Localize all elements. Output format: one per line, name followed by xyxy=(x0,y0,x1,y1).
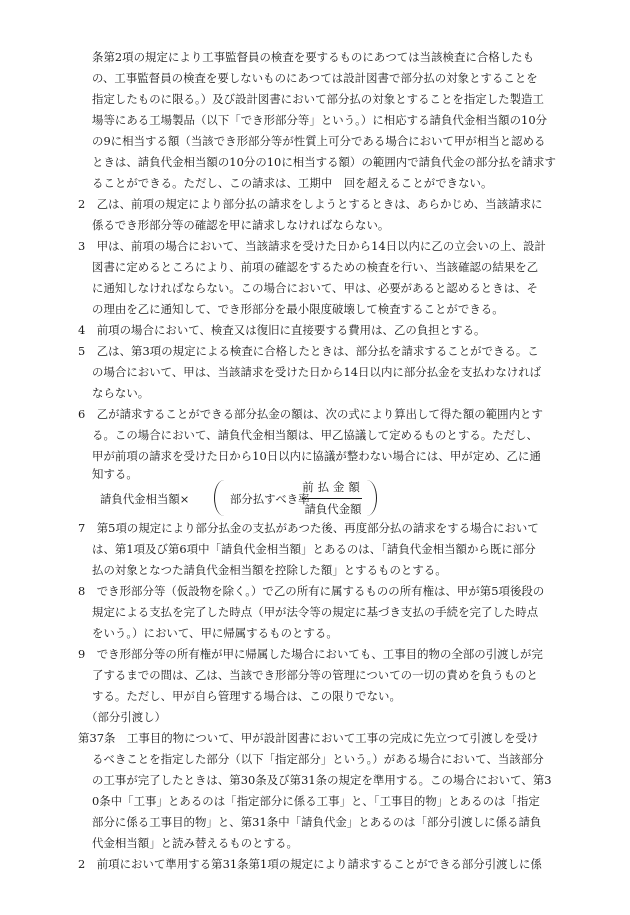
text-line: 2 乙は、前項の規定により部分払の請求をしようとするときは、あらかじめ、当該請求に xyxy=(78,197,543,211)
formula-inner-term: 部分払すべき率－ xyxy=(230,492,321,506)
text-line: 部分に係る工事目的物」と、第31条中「請負代金」とあるのは「部分引渡しに係る請負 xyxy=(92,815,542,829)
text-line: 了するまでの間は、乙は、当該でき形部分等の管理についての一切の責めを負うものと xyxy=(92,668,538,682)
text-line: は、第1項及び第6項中「請負代金相当額」とあるのは、「請負代金相当額から既に部分 xyxy=(92,542,536,556)
text-line: 0条中「工事」とあるのは「指定部分に係る工事」と、「工事目的物」とあるのは「指定 xyxy=(92,794,540,808)
text-line: 2 前項において準用する第31条第1項の規定により請求することができる部分引渡しに係 xyxy=(78,857,542,871)
article-heading-line: 第37条 工事目的物について、甲が設計図書において工事の完成に先立つて引渡しを受け xyxy=(78,731,539,745)
text-line: ることができる。ただし、この請求は、工期中 回を超えることができない。 xyxy=(92,176,493,190)
text-line: 8 でき形部分等（仮設物を除く。）で乙の所有に属するものの所有権は、甲が第5項後段の xyxy=(78,584,545,598)
text-line: 7 第5項の規定により部分払金の支払があつた後、再度部分払の請求をする場合において xyxy=(78,521,539,535)
formula-right-paren xyxy=(366,480,377,516)
text-line: 指定したものに限る。）及び設計図書において部分払の対象とすることを指定した製造工 xyxy=(92,92,544,106)
text-line: 9 でき形部分等の所有権が甲に帰属した場合においても、工事目的物の全部の引渡しが完 xyxy=(78,647,543,661)
text-line: 係るでき形部分等の確認を甲に請求しなければならない。 xyxy=(92,218,390,232)
text-line: ときは、請負代金相当額の10分の10に相当する額）の範囲内で請負代金の部分払を請求す xyxy=(92,155,556,169)
text-line: る。この場合において、請負代金相当額は、甲乙協議して定めるものとする。ただし、 xyxy=(92,428,538,442)
formula-left-paren xyxy=(214,480,225,516)
text-line: 6 乙が請求することができる部分払金の額は、次の式により算出して得た額の範囲内とす xyxy=(78,407,543,421)
text-line: に通知しなければならない。この場合において、甲は、必要があると認めるときは、そ xyxy=(92,281,538,295)
text-line: の9に相当する額（当該でき形部分等が性質上可分である場合において甲が相当と認める xyxy=(92,134,546,148)
formula-denominator: 請負代金額 xyxy=(304,502,362,516)
formula-label: 請負代金相当額× xyxy=(100,492,190,506)
text-line: の場合において、甲は、当該請求を受けた日から14日以内に部分払金を支払わなければ xyxy=(92,365,542,379)
payment-formula xyxy=(100,478,390,520)
formula-fraction-bar xyxy=(302,498,362,499)
text-line: 3 甲は、前項の場合において、当該請求を受けた日から14日以内に乙の立会いの上、設計 xyxy=(78,239,546,253)
text-line: の理由を乙に通知して、でき形部分を最小限度破壊して検査することができる。 xyxy=(92,302,504,316)
text-line: 5 乙は、第3項の規定による検査に合格したときは、部分払を請求することができる。こ xyxy=(78,344,539,358)
section-heading: （部分引渡し） xyxy=(86,710,167,724)
text-line: をいう。）において、甲に帰属するものとする。 xyxy=(92,626,338,640)
text-line: 4 前項の場合において、検査又は復旧に直接要する費用は、乙の負担とする。 xyxy=(78,323,486,337)
text-line: 図書に定めるところにより、前項の確認をするための検査を行い、当該確認の結果を乙 xyxy=(92,260,539,274)
text-line: 甲が前項の請求を受けた日から10日以内に協議が整わない場合には、甲が定め、乙に通 xyxy=(92,449,541,463)
text-line: ならない。 xyxy=(92,386,150,400)
text-line: 知する。 xyxy=(92,467,138,481)
text-line: 代金相当額」と読み替えるものとする。 xyxy=(92,836,298,850)
text-line: の工事が完了したときは、第30条及び第31条の規定を準用する。この場合において、第3 xyxy=(92,773,552,787)
text-line: 規定による支払を完了した時点（甲が法令等の規定に基づき支払の手続を完了した時点 xyxy=(92,605,539,619)
text-line: 払の対象となつた請負代金相当額を控除した額」とするものとする。 xyxy=(92,563,447,577)
text-line: する。ただし、甲が自ら管理する場合は、この限りでない。 xyxy=(92,689,401,703)
text-line: るべきことを指定した部分（以下「指定部分」という。）がある場合において、当該部分 xyxy=(92,752,544,766)
text-line: 場等にある工場製品（以下「でき形部分等」という。）に相応する請負代金相当額の10分 xyxy=(92,113,548,127)
formula-numerator: 前払金額 xyxy=(302,480,364,494)
text-line: の、工事監督員の検査を要しないものにあつては設計図書で部分払の対象とすることを xyxy=(92,71,538,85)
text-line: 条第2項の規定により工事監督員の検査を要するものにあつては当該検査に合格したも xyxy=(92,50,535,64)
